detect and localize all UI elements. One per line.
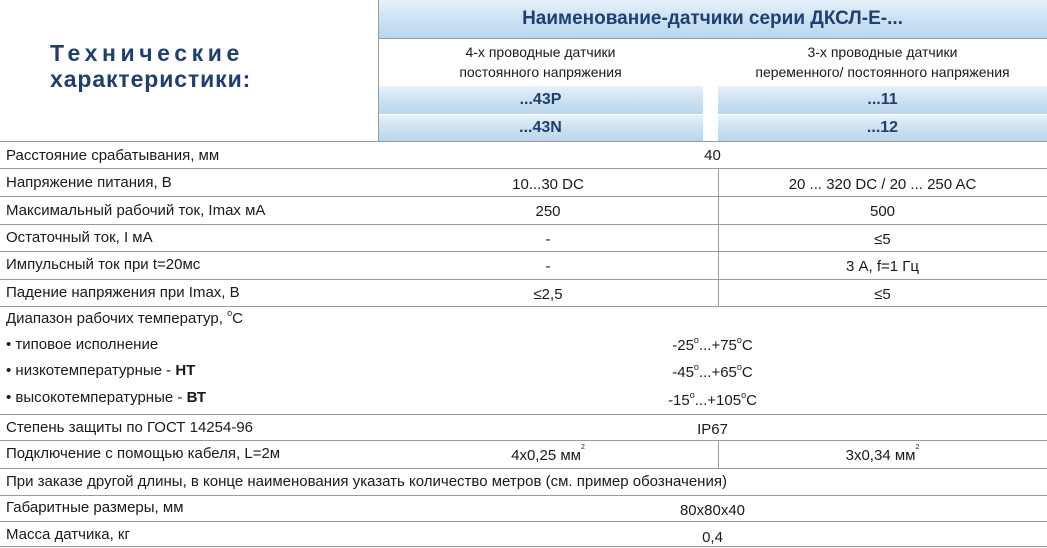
divider [0, 546, 1047, 547]
divider [0, 495, 1047, 496]
divider [0, 224, 1047, 225]
value-pulse-col1: - [545, 258, 551, 275]
column-1-code-2: ...43N [378, 115, 703, 141]
title-line-1: Технические [50, 40, 244, 66]
temp-unit: C [746, 392, 757, 409]
value-drop-col2: ≤5 [874, 286, 891, 303]
value-distance: 40 [704, 147, 721, 164]
divider [0, 141, 1047, 142]
divider [0, 414, 1047, 415]
value-max-current-col1: 250 [535, 203, 561, 220]
column-2-header [718, 42, 1047, 82]
row-label-mass: Масса датчика, кг [6, 526, 130, 543]
row-label-max-current: Максимальный рабочий ток, Imax мА [6, 202, 266, 219]
value-pulse-col2: 3 А, f=1 Гц [845, 258, 919, 275]
divider [0, 279, 1047, 280]
degree-mark: o [693, 362, 699, 372]
temp-max: ...+65 [698, 364, 737, 381]
degree-mark: o [736, 362, 742, 372]
column-1-line-1: 4-х проводные датчики [465, 44, 616, 60]
temp-low-text: • низкотемпературные - [6, 362, 176, 379]
value-cable-col2 [718, 444, 1047, 464]
column-divider [378, 0, 379, 142]
temp-max: ...+75 [698, 337, 737, 354]
column-2-code-2: ...12 [718, 115, 1047, 141]
order-note: При заказе другой длины, в конце наименования указать количество метров (см. пример обозначения) [6, 473, 727, 490]
row-label-temp-low [6, 362, 195, 379]
degree-mark: o [227, 308, 233, 318]
square-mark: 2 [915, 444, 920, 451]
column-1-code-1: ...43P [378, 86, 703, 114]
row-label-residual: Остаточный ток, I мА [6, 229, 153, 246]
column-1-line-2: постоянного напряжения [459, 64, 622, 80]
temp-unit: C [232, 310, 243, 327]
table-header-main: Наименование-датчики серии ДКСЛ-Е-... [378, 0, 1047, 38]
temp-min: -25 [672, 337, 694, 354]
temp-high-tag: ВТ [186, 389, 206, 406]
divider [0, 168, 1047, 169]
row-label-pulse: Импульсный ток при t=20мс [6, 256, 201, 273]
value-supply-col2: 20 ... 320 DC / 20 ... 250 AC [788, 176, 977, 193]
value-dims: 80x80x40 [679, 502, 746, 519]
temp-low-tag: НТ [175, 362, 196, 379]
divider [0, 306, 1047, 307]
column-1-header [378, 42, 703, 82]
value-max-current-col2: 500 [869, 203, 896, 220]
divider [0, 440, 1047, 441]
page-title [50, 40, 380, 92]
divider [0, 468, 1047, 469]
title-line-2: характеристики: [50, 66, 252, 92]
value-residual-col2: ≤5 [874, 231, 891, 248]
square-mark: 2 [580, 444, 585, 451]
divider [378, 38, 1047, 39]
divider [0, 251, 1047, 252]
row-label-supply: Напряжение питания, В [6, 174, 172, 191]
value-protection: IP67 [697, 421, 728, 438]
degree-mark: o [693, 335, 699, 345]
value-temp-low [378, 364, 1047, 381]
value-mass: 0,4 [702, 529, 723, 546]
temp-range-text: Диапазон рабочих температур, [6, 310, 223, 327]
value-drop-col1: ≤2,5 [533, 286, 563, 303]
temp-unit: C [741, 364, 753, 381]
temp-min: -45 [672, 364, 694, 381]
temp-unit: C [741, 337, 753, 354]
temp-max: ...+105 [694, 392, 742, 409]
row-label-temp-typical: • типовое исполнение [6, 336, 159, 353]
value-residual-col1: - [545, 231, 551, 248]
column-2-line-1: 3-х проводные датчики [807, 44, 958, 60]
divider [0, 196, 1047, 197]
divider [0, 521, 1047, 522]
value-temp-high [378, 392, 1047, 409]
value-temp-typical [378, 337, 1047, 354]
cable-spec: 3x0,34 мм [845, 447, 916, 464]
temp-min: -15 [668, 392, 690, 409]
degree-mark: o [689, 390, 695, 400]
row-label-cable: Подключение с помощью кабеля, L=2м [6, 445, 281, 462]
row-label-temp-high [6, 389, 206, 406]
row-label-protection: Степень защиты по ГОСТ 14254-96 [6, 419, 254, 436]
column-2-line-2: переменного/ постоянного напряжения [755, 64, 1010, 80]
cable-spec: 4x0,25 мм [511, 447, 581, 464]
row-label-distance: Расстояние срабатывания, мм [6, 147, 220, 164]
degree-mark: o [741, 390, 747, 400]
value-cable-col1 [378, 444, 718, 464]
value-supply-col1: 10...30 DC [512, 176, 584, 193]
row-label-temp-range [6, 310, 243, 327]
degree-mark: o [736, 335, 742, 345]
row-label-dims: Габаритные размеры, мм [6, 499, 184, 516]
column-2-code-1: ...11 [718, 86, 1047, 114]
temp-high-text: • высокотемпературные - [6, 389, 187, 406]
row-label-drop: Падение напряжения при Imax, В [6, 284, 240, 301]
